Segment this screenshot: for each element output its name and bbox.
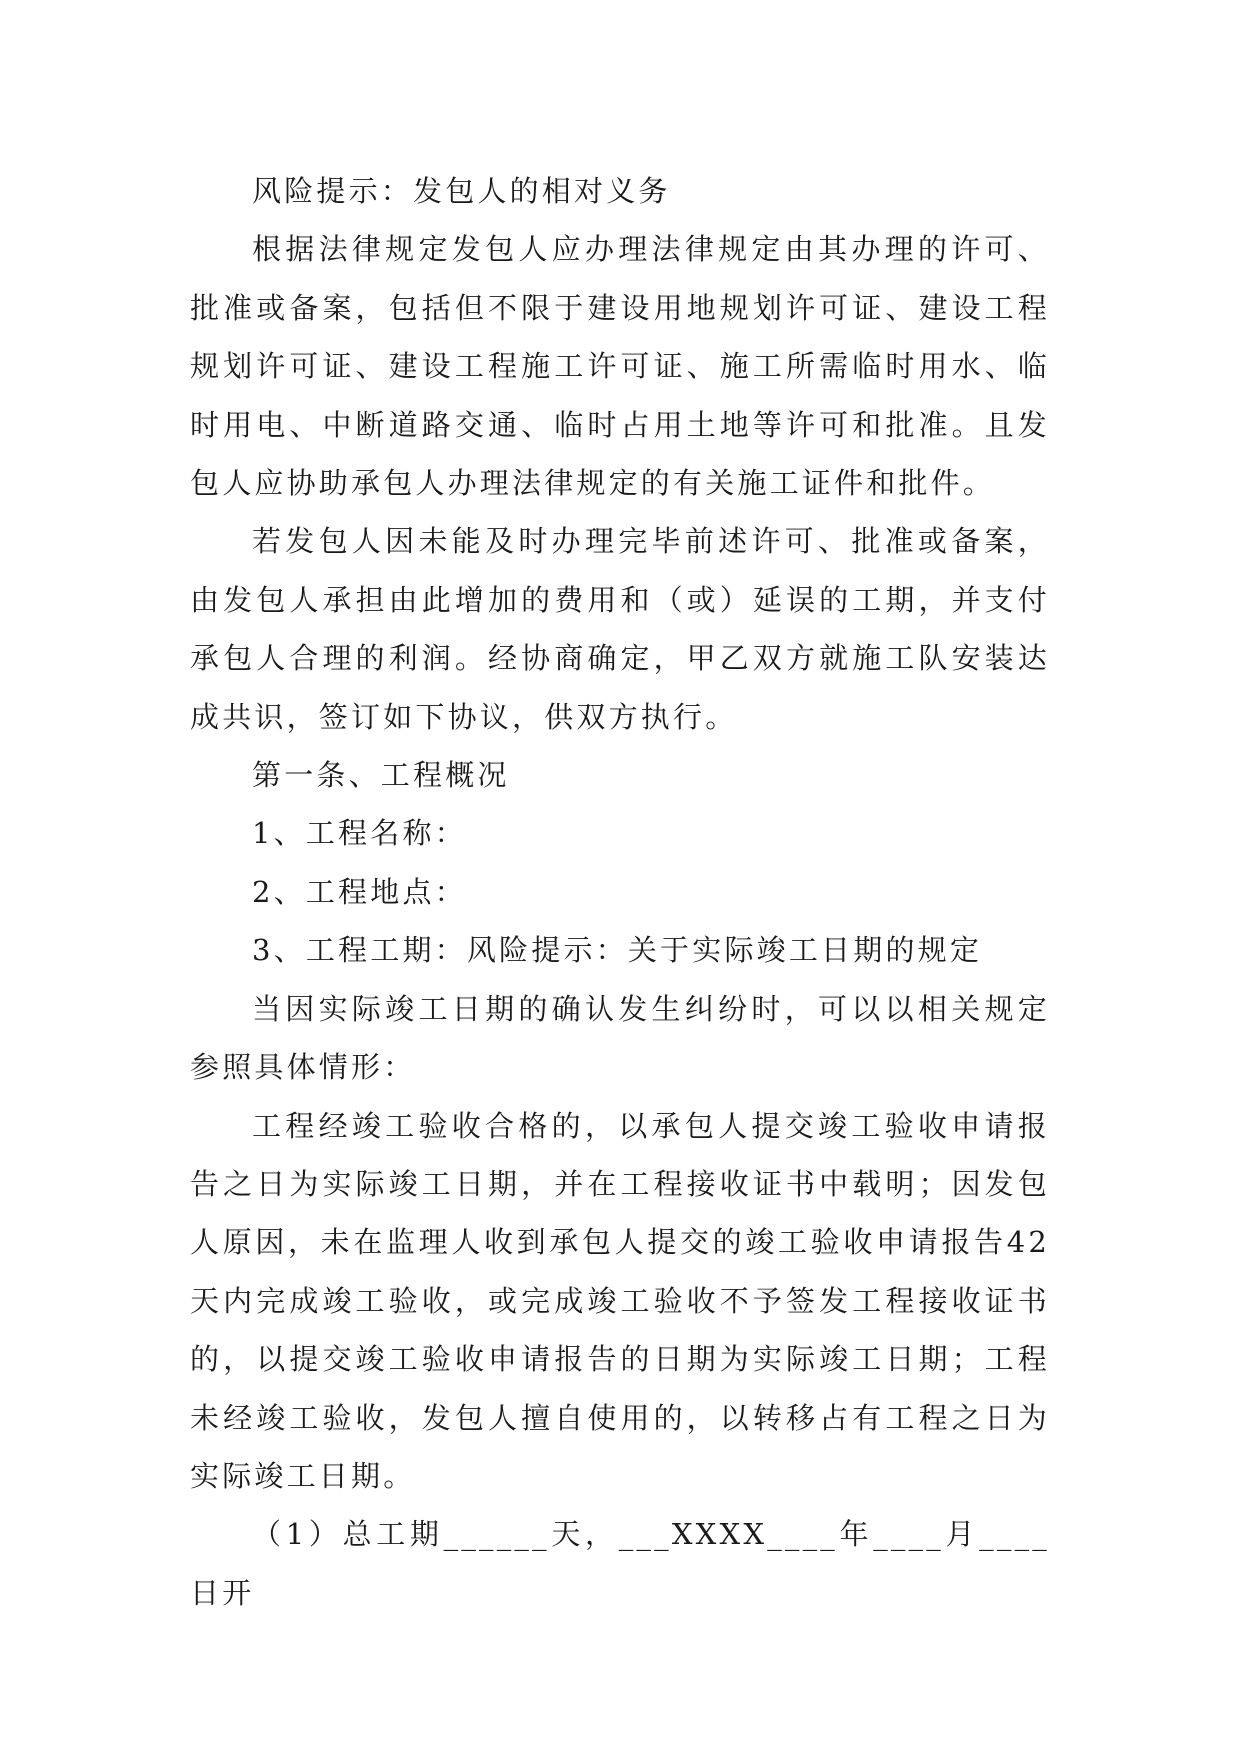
risk-heading-1: 风险提示：发包人的相对义务 bbox=[252, 174, 671, 208]
project-name-item: 1、工程名称： bbox=[252, 816, 467, 851]
project-location-item: 2、工程地点： bbox=[252, 874, 467, 909]
article-1-heading: 第一条、工程概况 bbox=[252, 758, 510, 793]
project-duration-item: 3、工程工期：风险提示：关于实际竣工日期的规定 bbox=[252, 933, 983, 968]
paragraph-costs: 若发包人因未能及时办理完毕前述许可、批准或备案，由发包人承担由此增加的费用和（或）延误的工期，并支付承包人合理的利润。经协商确定，甲乙双方就施工队安装达成共识，签订如下协议，供双方执行。 bbox=[190, 524, 1050, 734]
paragraph-permits: 根据法律规定发包人应办理法律规定由其办理的许可、批准或备案，包括但不限于建设用地规划许可证、建设工程规划许可证、建设工程施工许可证、施工所需临时用水、临时用电、中断道路交通、临时占用土地等许可和批准。且发包人应协助承包人办理法律规定的有关施工证件和批件。 bbox=[190, 232, 1050, 501]
paragraph-completion-date: 工程经竣工验收合格的，以承包人提交竣工验收申请报告之日为实际竣工日期，并在工程接收证书中载明；因发包人原因，未在监理人收到承包人提交的竣工验收申请报告42天内完成竣工验收，或完成竣工验收不予签发工程接收证书的，以提交竣工验收申请报告的日期为实际竣工日期；工程未经竣工验收，发包人擅自使用的，以转移占有工程之日为实际竣工日期。 bbox=[190, 1108, 1050, 1493]
total-duration-line: （1）总工期______天，___XXXX____年____月____日开 bbox=[190, 1517, 1050, 1610]
paragraph-dispute: 当因实际竣工日期的确认发生纠纷时，可以以相关规定参照具体情形： bbox=[190, 991, 1050, 1085]
document-body bbox=[190, 162, 1050, 1622]
